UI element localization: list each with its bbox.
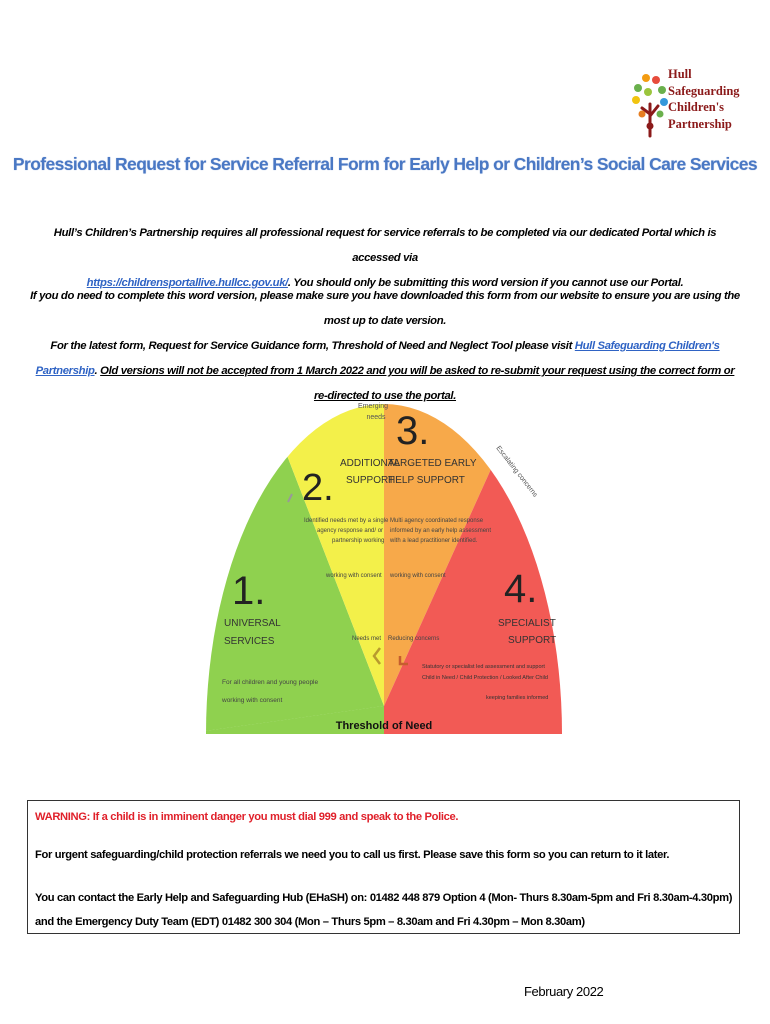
warning-urgent-referral-text: For urgent safeguarding/child protection referrals we need you to call us first. Please save this form so you can return to it later. — [35, 849, 670, 861]
level1-description: For all children and young people working with consent — [222, 679, 319, 704]
warning-emergency-text: WARNING: If a child is in imminent danger you must dial 999 and speak to the Police. — [35, 811, 459, 823]
document-date: February 2022 — [524, 984, 604, 999]
portal-link[interactable]: https://childrensportallive.hullcc.gov.uk/ — [86, 277, 288, 289]
level1-title: UNIVERSAL SERVICES — [224, 618, 281, 647]
logo-line: Hull — [668, 67, 692, 81]
intro-text: Hull’s Children’s Partnership requires all professional request for service referrals to be completed via our dedicated Portal which is accessed via — [53, 227, 717, 264]
organisation-logo-text — [668, 66, 768, 132]
level3-title: TARGETED EARLY HELP SUPPORT — [388, 458, 477, 486]
level4-description: Statutory or specialist led assessment and support Child in Need / Child Protection / Looked After Child keeping families informed — [422, 664, 549, 701]
level3-description: Multi agency coordinated response informed by an early help assessment with a lead practitioner identified. — [390, 518, 492, 544]
needs-met-label: Needs met — [352, 636, 382, 642]
level2-description: Identified needs met by a single agency response and/ or partnership working — [304, 518, 389, 544]
emerging-needs-label: Emerging needs — [358, 403, 389, 421]
instructions-line2: For the latest form, Request for Service Guidance form, Threshold of Need and Neglect Tool please visit — [50, 340, 572, 352]
level1-number: 1. — [232, 569, 266, 613]
escalating-concerns-label: Escalating concerns — [494, 444, 539, 499]
instructions-period: . — [94, 365, 98, 377]
reducing-concerns-label: Reducing concerns — [388, 636, 440, 642]
level3-consent: working with consent — [390, 573, 446, 579]
page-title: Professional Request for Service Referral Form for Early Help or Children’s Social Care Services — [12, 154, 758, 174]
instructions-line1: If you do need to complete this word version, please make sure you have downloaded this form from our website to ensure you are using the most up to date version. — [30, 290, 740, 327]
warning-box — [27, 800, 740, 934]
level4-title: SPECIALIST SUPPORT — [498, 618, 557, 646]
logo-line: Safeguarding — [668, 83, 740, 98]
logo-line: Children's — [668, 100, 725, 114]
hscp-link[interactable]: Hull Safeguarding Children's Partnership — [35, 340, 720, 377]
intro-text-after: . You should only be submitting this word version if you cannot use our Portal. — [287, 277, 684, 289]
level2-title: ADDITIONAL SUPPORT — [340, 458, 400, 486]
logo-line: Partnership — [668, 116, 732, 131]
threshold-of-need-diagram — [204, 396, 564, 736]
warning-contact-text: You can contact the Early Help and Safeguarding Hub (EHaSH) on: 01482 448 879 Option 4 (Mon- Thurs 8.30am-5pm and Fri 8.30am-4.30pm) and the Emergency Duty Team (EDT) 01482 300 304 (Mon – Thurs 5pm – 8.30am and Fri 4.30pm – Mon 8.30am) — [35, 892, 733, 928]
threshold-of-need-label: Threshold of Need — [335, 720, 433, 732]
level3-number: 3. — [396, 409, 430, 453]
old-versions-notice: Old versions will not be accepted from 1 March 2022 and you will be asked to re-submit your request using the correct form or re-directed to use the portal. — [100, 365, 735, 402]
instructions-paragraph — [30, 284, 740, 409]
level2-consent: working with consent — [326, 573, 382, 579]
level2-number: 2. — [302, 467, 334, 509]
level4-number: 4. — [504, 567, 538, 611]
